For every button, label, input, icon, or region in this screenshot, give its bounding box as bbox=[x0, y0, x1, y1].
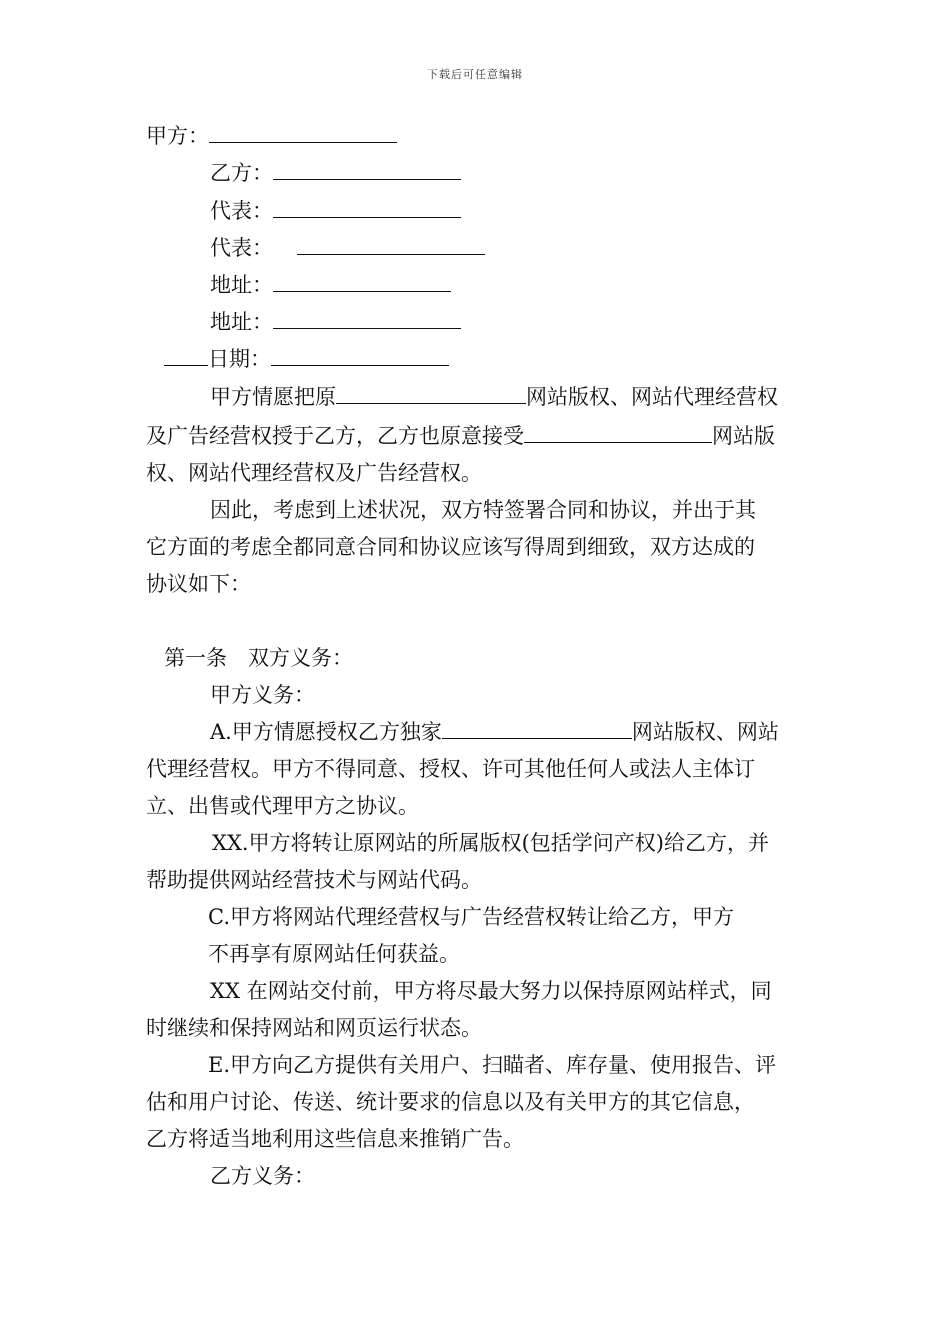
party-b-label: 乙方： bbox=[210, 161, 273, 185]
clause-e-line-2: 估和用户讨论、传送、统计要求的信息以及有关甲方的其它信息， bbox=[146, 1090, 755, 1114]
date-prefix-blank bbox=[164, 347, 208, 366]
rep-2-label: 代表： bbox=[210, 236, 273, 260]
clause-text: 网站版权、网站 bbox=[631, 720, 779, 744]
intro-p2-line-1: 因此，考虑到上述状况，双方特签署合同和协议，并出于其 bbox=[210, 498, 756, 522]
clause-d-line-1: XX 在网站交付前，甲方将尽最大努力以保持原网站样式，同 bbox=[210, 979, 772, 1003]
intro-text: 网站版 bbox=[712, 424, 775, 448]
intro-text: 及广告经营权授于乙方，乙方也原意接受 bbox=[146, 424, 524, 448]
clause-c-line-2: 不再享有原网站任何获益。 bbox=[208, 942, 460, 966]
address-2-label: 地址： bbox=[210, 310, 273, 334]
site-name-blank bbox=[442, 720, 632, 739]
rep-2-blank bbox=[297, 236, 485, 255]
clause-a-line-2: 代理经营权。甲方不得同意、授权、许可其他任何人或法人主体订 bbox=[146, 757, 755, 781]
party-a-line bbox=[146, 124, 397, 148]
intro-p1-line-2 bbox=[146, 424, 775, 448]
address-2-line bbox=[210, 310, 461, 334]
clause-e-line-3: 乙方将适当地利用这些信息来推销广告。 bbox=[146, 1127, 524, 1151]
date-line bbox=[164, 347, 449, 371]
address-1-line bbox=[210, 273, 451, 297]
address-1-blank bbox=[273, 273, 451, 292]
party-b-duties-heading: 乙方义务： bbox=[210, 1164, 315, 1188]
clause-text: A.甲方情愿授权乙方独家 bbox=[210, 720, 442, 744]
intro-p1-line-3: 权、网站代理经营权及广告经营权。 bbox=[146, 461, 482, 485]
article-1-title: 第一条 双方义务： bbox=[164, 646, 353, 670]
rep-1-line bbox=[210, 199, 461, 223]
clause-a-line-3: 立、出售或代理甲方之协议。 bbox=[146, 794, 419, 818]
rep-1-blank bbox=[273, 199, 461, 218]
intro-text: 网站版权、网站代理经营权 bbox=[526, 385, 778, 409]
party-a-duties-heading: 甲方义务： bbox=[210, 683, 315, 707]
intro-p2-line-3: 协议如下： bbox=[146, 572, 251, 596]
clause-e-line-1: E.甲方向乙方提供有关用户、扫瞄者、库存量、使用报告、评 bbox=[208, 1053, 777, 1077]
clause-b-line-1: XX.甲方将转让原网站的所属版权(包括学问产权)给乙方，并 bbox=[212, 831, 769, 855]
intro-p1-line-1 bbox=[210, 385, 778, 409]
clause-c-line-1: C.甲方将网站代理经营权与广告经营权转让给乙方，甲方 bbox=[208, 905, 734, 929]
intro-text: 甲方情愿把原 bbox=[210, 385, 336, 409]
site-name-blank bbox=[336, 385, 526, 404]
intro-p2-line-2: 它方面的考虑全都同意合同和协议应该写得周到细致，双方达成的 bbox=[146, 535, 755, 559]
address-2-blank bbox=[273, 310, 461, 329]
party-b-line bbox=[210, 161, 461, 185]
site-name-blank bbox=[524, 424, 712, 443]
clause-a-line-1 bbox=[210, 720, 779, 744]
party-a-blank bbox=[209, 124, 397, 143]
clause-b-line-2: 帮助提供网站经营技术与网站代码。 bbox=[146, 868, 482, 892]
date-label: 日期： bbox=[208, 347, 271, 371]
page-header-note: 下载后可任意编辑 bbox=[427, 68, 523, 81]
clause-d-line-2: 时继续和保持网站和网页运行状态。 bbox=[146, 1016, 482, 1040]
rep-2-line bbox=[210, 236, 485, 260]
party-b-blank bbox=[273, 161, 461, 180]
date-blank bbox=[271, 347, 449, 366]
address-1-label: 地址： bbox=[210, 273, 273, 297]
party-a-label: 甲方： bbox=[146, 124, 209, 148]
rep-1-label: 代表： bbox=[210, 199, 273, 223]
